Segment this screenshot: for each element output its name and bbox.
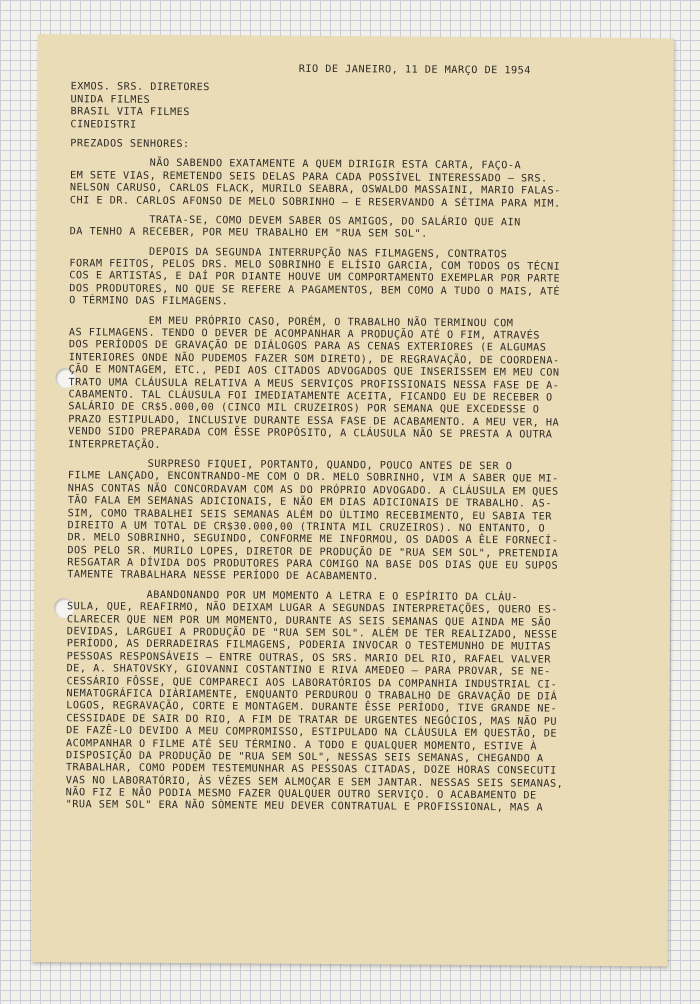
text-line: SULA, QUE, REAFIRMO, NÃO DEIXAM LUGAR A SEGUNDAS INTERPRETAÇÕES, QUERO ES-	[66, 601, 558, 616]
text-line: SIM, COMO TRABALHEI SEIS SEMANAS ALÉM DO ÚLTIMO RECEBIMENTO, EU SABIA TER	[67, 507, 552, 523]
paragraph	[70, 214, 656, 243]
text-line: TÃO FALA EM SEMANAS ADICIONAIS, E NÃO EM DIAS ADICIONAIS DE TRABALHO. AS-	[67, 495, 553, 510]
text-line: DEPOIS DA SEGUNDA INTERRUPÇÃO NAS FILMAGENS, CONTRATOS	[69, 245, 508, 260]
text-line: DE FAZÊ-LO DEVIDO A MEU COMPROMISSO, ESTIPULADO NA CLÁUSULA EM QUESTÃO, DE	[66, 725, 558, 740]
text-line: INTERIORES ONDE NÃO PUDEMOS FAZER SOM DIRETO), DE REGRAVAÇÃO, DE COORDENA-	[68, 352, 560, 367]
text-line: ABANDONANDO POR UM MOMENTO A LETRA E O ESPÍRITO DA CLÁU-	[67, 589, 519, 604]
text-line: EM MEU PRÓPRIO CASO, PORÉM, O TRABALHO NÃO TERMINOU COM	[68, 314, 514, 329]
text-line: NÃO FIZ E NÃO PODIA MESMO FAZER QUALQUER OUTRO SERVIÇO. O ACABAMENTO DE	[65, 787, 537, 802]
text-line: COS E ARTISTAS, E DAÍ POR DIANTE HOUVE UM COMPORTAMENTO EXEMPLAR POR PARTE	[69, 270, 561, 286]
text-line: NELSON CARUSO, CARLOS FLACK, MURILO SEABRA, OSWALDO MASSAINI, MARIO FALAS-	[69, 182, 561, 197]
text-line: PERÍODO, AS DERRADEIRAS FILMAGENS, PODERIA INVOCAR O TESTEMUNHO DE MUITAS	[66, 638, 552, 654]
text-line: DISPOSIÇÃO DA PRODUÇÃO DE "RUA SEM SOL", NESSAS SEIS SEMANAS, CHEGANDO A	[65, 750, 544, 765]
text-line: RESGATAR A DÍVIDA DOS PRODUTORES PARA COMIGO NA BASE DOS DIAS QUE EU SUPOS	[67, 557, 559, 572]
text-line: NÃO SABENDO EXATAMENTE A QUEM DIRIGIR ESTA CARTA, FAÇO-A	[70, 157, 522, 172]
text-line: TRATO UMA CLÁUSULA RELATIVA A MEUS SERVIÇOS PROFISSIONAIS NESSA FASE DE A-	[68, 376, 560, 392]
text-line: ÇÃO E MONTAGEM, ETC., PEDI AOS CITADOS ADVOGADOS QUE INSERISSEM EM MEU CON	[68, 364, 560, 379]
letter-paragraphs	[66, 158, 657, 817]
letter-body	[66, 62, 657, 816]
text-line: PESSOAS RESPONSÁVEIS — ENTRE OUTRAS, OS SRS. MARIO DEL RIO, RAFAEL VALVER	[66, 651, 551, 666]
salutation: PREZADOS SENHORES:	[70, 138, 190, 151]
paragraph	[67, 458, 654, 586]
text-line: DEVIDAS, LARGUEI A PRODUÇÃO DE "RUA SEM SOL". ALÉM DE TER REALIZADO, NESSE	[66, 626, 558, 641]
text-line: DA TENHO A RECEBER, POR MEU TRABALHO EM "RUA SEM SOL".	[69, 226, 428, 241]
text-line: INTERPRETAÇÃO.	[68, 438, 162, 451]
text-line: VAS NO LABORATÓRIO, ÀS VÊZES SEM ALMOÇAR E SEM JANTAR. NESSAS SEIS SEMANAS,	[65, 774, 564, 790]
text-line: ACOMPANHAR O FILME ATÉ SEU TÉRMINO. A TODO E QUALQUER MOMENTO, ESTIVE À	[66, 737, 538, 753]
text-line: SURPRESO FIQUEI, PORTANTO, QUANDO, POUCO ANTES DE SER O	[67, 458, 513, 473]
text-line: NEMATOGRÁFICA DIÀRIAMENTE, ENQUANTO PERDUROU O TRABALHO DE GRAVAÇÃO DE DIÁ	[66, 688, 558, 703]
text-line: CLARECER QUE NEM POR UM MOMENTO, DURANTE AS SEIS SEMANAS QUE AINDA ME SÃO	[66, 613, 552, 629]
text-line: EM SETE VIAS, REMETENDO SEIS DELAS PARA CADA POSSÍVEL INTERESSADO — SRS.	[69, 169, 548, 185]
text-line: DOS PRODUTORES, NO QUE SE REFERE A PAGAMENTOS, BEM COMO A TUDO O MAIS, ATÉ	[69, 283, 561, 298]
addressee-block	[70, 82, 656, 136]
text-line: PRAZO ESTIPULADO, INCLUSIVE DURANTE ESSA FASE DE ACABAMENTO. A MEU VER, HA	[68, 413, 560, 429]
text-line: FORAM FEITOS, PELOS DRS. MELO SOBRINHO E ELÍSIO GARCIA, COM TODOS OS TÉCNI	[69, 258, 561, 273]
addressee-line: CINEDISTRI	[70, 118, 137, 131]
text-line: CESSÁRIO FÔSSE, QUE COMPARECI AOS LABORATÓRIOS DA COMPANHIA INDUSTRIAL CI-	[66, 675, 558, 691]
text-line: DOS PERÍODOS DE GRAVAÇÃO DE DIÁLOGOS PARA AS CENAS EXTERIORES (E ALGUMAS	[68, 339, 547, 354]
text-line: AS FILMAGENS. TENDO O DEVER DE ACOMPANHAR A PRODUÇÃO ATÉ O FIM, ATRAVÉS	[68, 327, 540, 342]
text-line: DOS PELO SR. MURILO LOPES, DIRETOR DE PRODUÇÃO DE "RUA SEM SOL", PRETENDIA	[67, 544, 559, 560]
text-line: FILME LANÇADO, ENCONTRANDO-ME COM O DR. MELO SOBRINHO, VIM A SABER QUE MI-	[67, 470, 559, 485]
text-line: SALÁRIO DE CR$5.000,00 (CINCO MIL CRUZEIROS) POR SEMANA QUE EXCEDESSE O	[68, 401, 540, 416]
addressee-line: EXMOS. SRS. DIRETORES	[70, 81, 210, 94]
text-line: TRABALHAR, COMO PODEM TESTEMUNHAR AS PESSOAS CITADAS, DOZE HORAS CONSECUTI	[65, 762, 557, 777]
text-line: VENDO SIDO PREPARADA COM ÊSSE PROPÓSITO, A CLÁUSULA NÃO SE PRESTA A OUTRA	[68, 426, 553, 441]
text-line: LOGOS, REGRAVAÇÃO, CORTE E MONTAGEM. DURANTE ÊSSE PERÍODO, TIVE GRANDE NE-	[66, 700, 558, 716]
text-line: DE, A. SHATOVSKY, GIOVANNI COSTANTINO E RIVA AMEDEO — PARA PROVAR, SE NE-	[66, 663, 551, 678]
paragraph	[70, 158, 656, 212]
text-line: O TÉRMINO DAS FILMAGENS.	[69, 295, 229, 308]
text-line: DR. MELO SOBRINHO, SEGUINDO, CONFORME ME INFORMOU, OS DADOS A ÊLE FORNECÍ-	[67, 532, 559, 547]
text-line: CHI E DR. CARLOS AFONSO DE MELO SOBRINHO — E RESERVANDO A SÉTIMA PARA MIM.	[69, 194, 561, 210]
text-line: CABAMENTO. TAL CLÁUSULA FOI IMEDIATAMENTE ACEITA, FICANDO EU DE RECEBER O	[68, 389, 553, 404]
text-line: TRATA-SE, COMO DEVEM SABER OS AMIGOS, DO SALÁRIO QUE AIN	[69, 214, 521, 229]
paragraph	[69, 246, 655, 312]
text-line: "RUA SEM SOL" ERA NÃO SÒMENTE MEU DEVER CONTRATUAL E PROFISSIONAL, MAS A	[65, 799, 544, 815]
text-line: TAMENTE TRABALHARA NESSE PERÍODO DE ACABAMENTO.	[67, 569, 380, 583]
paragraph	[68, 315, 655, 455]
letter-date: RIO DE JANEIRO, 11 DE MARÇO DE 1954	[298, 63, 531, 77]
addressee-line: BRASIL VITA FILMES	[70, 106, 190, 119]
text-line: CESSIDADE DE SAIR DO RIO, A FIM DE TRATAR DE URGENTES NEGÓCIOS, MAS NÃO PU	[66, 712, 558, 728]
text-line: DIREITO A UM TOTAL DE CR$30.000,00 (TRINTA MIL CRUZEIROS). NO ENTANTO, O	[67, 520, 546, 535]
text-line: NHAS CONTAS NÃO CONCORDAVAM COM AS DO PRÓPRIO ADVOGADO. A CLÁUSULA EM QUES	[67, 482, 559, 498]
letter-sheet	[32, 34, 674, 966]
paragraph	[66, 589, 654, 816]
addressee-line: UNIDA FILMES	[70, 94, 151, 106]
